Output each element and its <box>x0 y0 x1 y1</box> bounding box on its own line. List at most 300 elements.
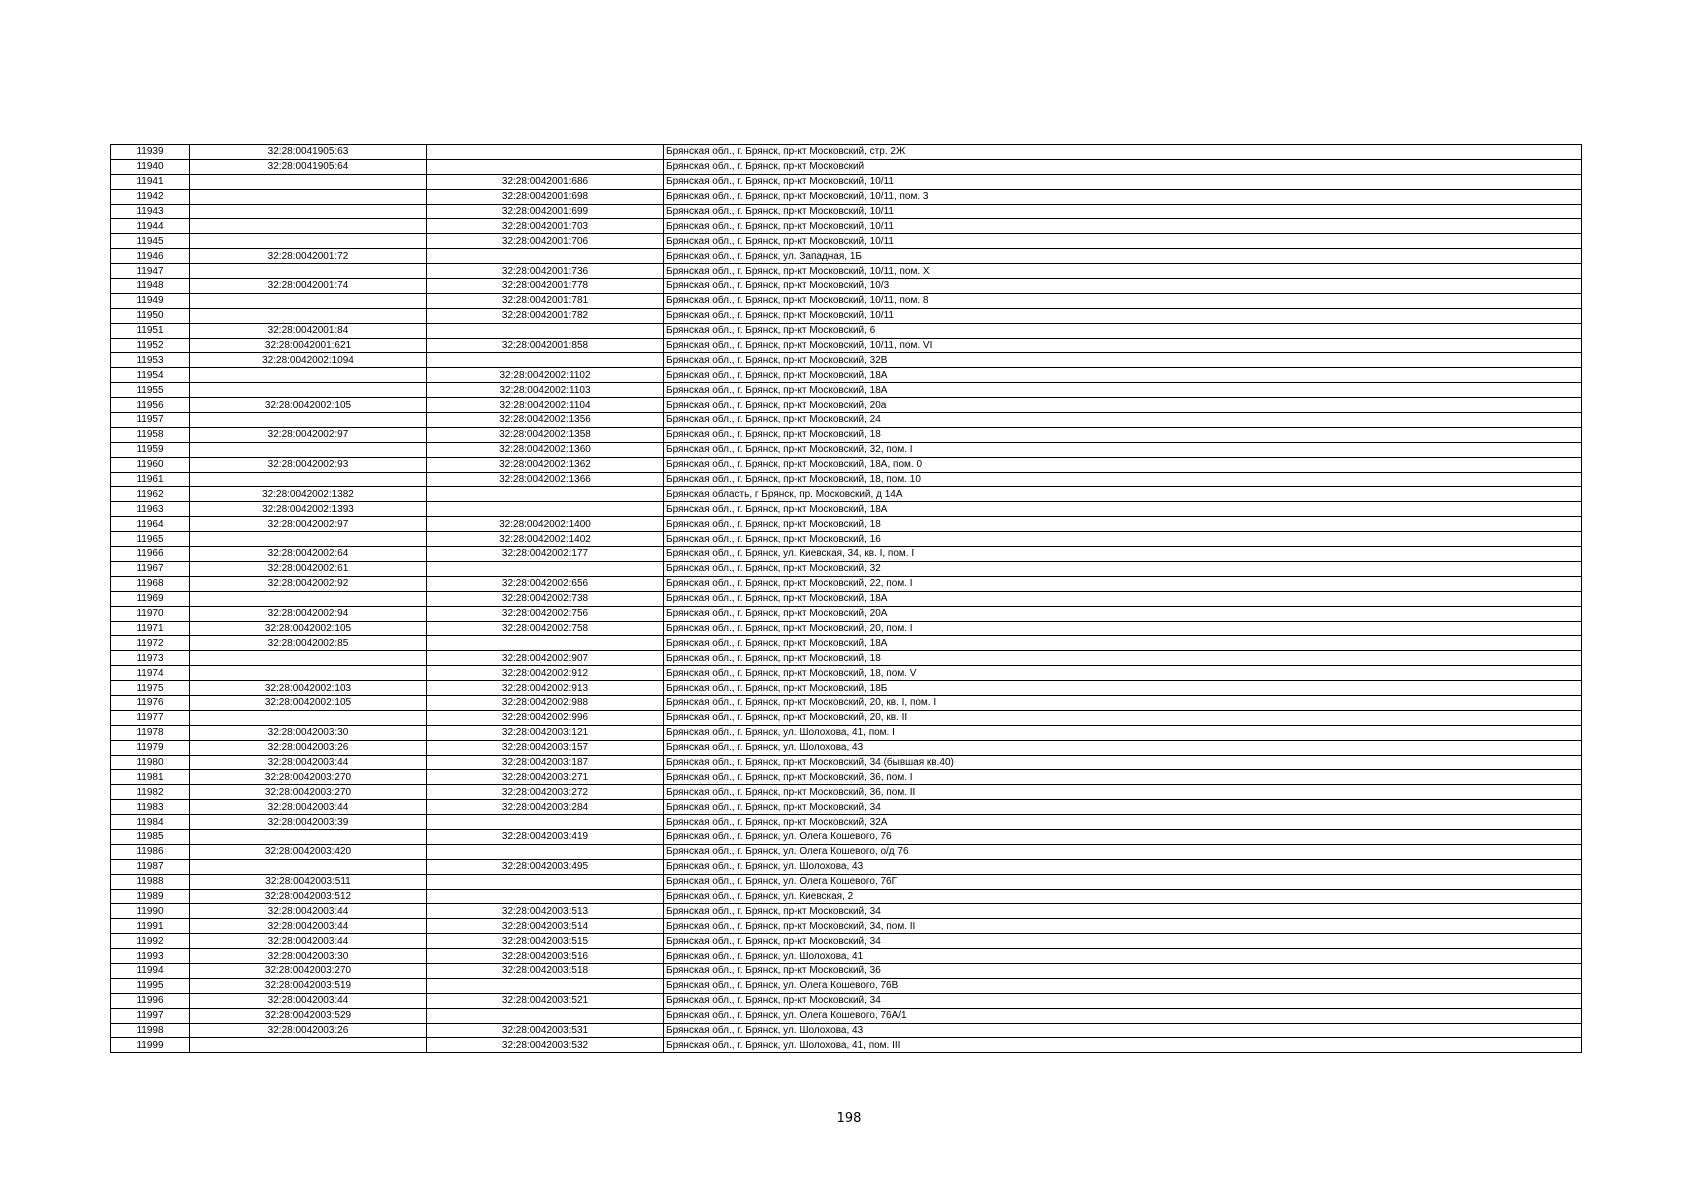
address-cell: Брянская обл., г. Брянск, пр-кт Московский, 18 <box>664 427 1582 442</box>
row-number-cell: 11970 <box>111 606 190 621</box>
land-cadastral-number-cell <box>190 859 427 874</box>
table-row <box>111 189 1582 204</box>
object-cadastral-number-cell: 32:28:0042003:513 <box>427 904 664 919</box>
land-cadastral-number-cell <box>190 174 427 189</box>
address-cell: Брянская обл., г. Брянск, пр-кт Московский, 18А <box>664 636 1582 651</box>
object-cadastral-number-cell: 32:28:0042002:1366 <box>427 472 664 487</box>
land-cadastral-number-cell: 32:28:0042002:92 <box>190 576 427 591</box>
table-row <box>111 815 1582 830</box>
row-number-cell: 11994 <box>111 963 190 978</box>
address-cell: Брянская обл., г. Брянск, пр-кт Московский, 18 <box>664 517 1582 532</box>
row-number-cell: 11947 <box>111 264 190 279</box>
object-cadastral-number-cell: 32:28:0042003:521 <box>427 993 664 1008</box>
object-cadastral-number-cell: 32:28:0042001:703 <box>427 219 664 234</box>
address-cell: Брянская обл., г. Брянск, пр-кт Московский, 10/11, пом. X <box>664 264 1582 279</box>
address-cell: Брянская обл., г. Брянск, пр-кт Московский, 10/11, пом. VI <box>664 338 1582 353</box>
address-cell: Брянская обл., г. Брянск, пр-кт Московский, 20а <box>664 398 1582 413</box>
land-cadastral-number-cell <box>190 189 427 204</box>
row-number-cell: 11959 <box>111 442 190 457</box>
land-cadastral-number-cell: 32:28:0042003:529 <box>190 1008 427 1023</box>
table-row <box>111 934 1582 949</box>
object-cadastral-number-cell: 32:28:0042002:1103 <box>427 383 664 398</box>
object-cadastral-number-cell: 32:28:0042003:284 <box>427 800 664 815</box>
object-cadastral-number-cell: 32:28:0042002:1358 <box>427 427 664 442</box>
object-cadastral-number-cell: 32:28:0042002:1356 <box>427 413 664 428</box>
address-cell: Брянская обл., г. Брянск, пр-кт Московский, 10/11 <box>664 174 1582 189</box>
address-cell: Брянская обл., г. Брянск, пр-кт Московский, 10/11 <box>664 219 1582 234</box>
address-cell: Брянская обл., г. Брянск, пр-кт Московский, 36, пом. II <box>664 785 1582 800</box>
address-cell: Брянская обл., г. Брянск, ул. Олега Кошевого, 76Г <box>664 874 1582 889</box>
object-cadastral-number-cell <box>427 1008 664 1023</box>
table-row <box>111 949 1582 964</box>
table-row <box>111 457 1582 472</box>
row-number-cell: 11976 <box>111 695 190 710</box>
land-cadastral-number-cell: 32:28:0042003:44 <box>190 755 427 770</box>
row-number-cell: 11956 <box>111 398 190 413</box>
address-cell: Брянская обл., г. Брянск, пр-кт Московский, 10/11, пом. 3 <box>664 189 1582 204</box>
row-number-cell: 11999 <box>111 1038 190 1053</box>
land-cadastral-number-cell: 32:28:0042002:97 <box>190 517 427 532</box>
object-cadastral-number-cell <box>427 844 664 859</box>
object-cadastral-number-cell: 32:28:0042002:996 <box>427 710 664 725</box>
address-cell: Брянская обл., г. Брянск, пр-кт Московский, 18Б <box>664 681 1582 696</box>
row-number-cell: 11990 <box>111 904 190 919</box>
row-number-cell: 11951 <box>111 323 190 338</box>
object-cadastral-number-cell: 32:28:0042003:419 <box>427 829 664 844</box>
row-number-cell: 11939 <box>111 145 190 160</box>
land-cadastral-number-cell <box>190 651 427 666</box>
table-row <box>111 204 1582 219</box>
row-number-cell: 11983 <box>111 800 190 815</box>
row-number-cell: 11955 <box>111 383 190 398</box>
table-row <box>111 770 1582 785</box>
address-cell: Брянская обл., г. Брянск, пр-кт Московский, 18А, пом. 0 <box>664 457 1582 472</box>
table-row <box>111 681 1582 696</box>
address-cell: Брянская обл., г. Брянск, пр-кт Московский, 34 <box>664 934 1582 949</box>
land-cadastral-number-cell: 32:28:0042002:105 <box>190 695 427 710</box>
row-number-cell: 11960 <box>111 457 190 472</box>
address-cell: Брянская обл., г. Брянск, ул. Киевская, 2 <box>664 889 1582 904</box>
land-cadastral-number-cell: 32:28:0042002:1382 <box>190 487 427 502</box>
land-cadastral-number-cell: 32:28:0042003:44 <box>190 800 427 815</box>
object-cadastral-number-cell: 32:28:0042003:271 <box>427 770 664 785</box>
object-cadastral-number-cell <box>427 889 664 904</box>
table-row <box>111 487 1582 502</box>
object-cadastral-number-cell: 32:28:0042002:1360 <box>427 442 664 457</box>
address-cell: Брянская обл., г. Брянск, ул. Шолохова, 43 <box>664 740 1582 755</box>
object-cadastral-number-cell <box>427 487 664 502</box>
table-row <box>111 219 1582 234</box>
land-cadastral-number-cell: 32:28:0042003:26 <box>190 1023 427 1038</box>
land-cadastral-number-cell: 32:28:0042003:512 <box>190 889 427 904</box>
object-cadastral-number-cell <box>427 353 664 368</box>
table-row <box>111 666 1582 681</box>
land-cadastral-number-cell <box>190 264 427 279</box>
table-row <box>111 532 1582 547</box>
land-cadastral-number-cell <box>190 383 427 398</box>
address-cell: Брянская обл., г. Брянск, пр-кт Московский, 10/11, пом. 8 <box>664 293 1582 308</box>
row-number-cell: 11958 <box>111 427 190 442</box>
object-cadastral-number-cell: 32:28:0042003:532 <box>427 1038 664 1053</box>
row-number-cell: 11979 <box>111 740 190 755</box>
table-row <box>111 651 1582 666</box>
object-cadastral-number-cell: 32:28:0042002:913 <box>427 681 664 696</box>
table-row <box>111 517 1582 532</box>
row-number-cell: 11980 <box>111 755 190 770</box>
land-cadastral-number-cell <box>190 829 427 844</box>
table-row <box>111 919 1582 934</box>
address-cell: Брянская обл., г. Брянск, пр-кт Московский, 10/11 <box>664 234 1582 249</box>
object-cadastral-number-cell: 32:28:0042003:516 <box>427 949 664 964</box>
object-cadastral-number-cell: 32:28:0042003:187 <box>427 755 664 770</box>
row-number-cell: 11944 <box>111 219 190 234</box>
table-row <box>111 368 1582 383</box>
land-cadastral-number-cell: 32:28:0042003:39 <box>190 815 427 830</box>
address-cell: Брянская обл., г. Брянск, пр-кт Московский, 10/3 <box>664 279 1582 294</box>
address-cell: Брянская обл., г. Брянск, пр-кт Московский, 18, пом. V <box>664 666 1582 681</box>
object-cadastral-number-cell: 32:28:0042002:907 <box>427 651 664 666</box>
land-cadastral-number-cell: 32:28:0042003:270 <box>190 770 427 785</box>
land-cadastral-number-cell: 32:28:0042001:72 <box>190 249 427 264</box>
table-row <box>111 398 1582 413</box>
row-number-cell: 11953 <box>111 353 190 368</box>
object-cadastral-number-cell: 32:28:0042002:1104 <box>427 398 664 413</box>
address-cell: Брянская обл., г. Брянск, пр-кт Московский, 16 <box>664 532 1582 547</box>
address-cell: Брянская обл., г. Брянск, пр-кт Московский, 18, пом. 10 <box>664 472 1582 487</box>
object-cadastral-number-cell: 32:28:0042001:858 <box>427 338 664 353</box>
row-number-cell: 11993 <box>111 949 190 964</box>
row-number-cell: 11968 <box>111 576 190 591</box>
object-cadastral-number-cell <box>427 815 664 830</box>
address-cell: Брянская обл., г. Брянск, ул. Шолохова, 41 <box>664 949 1582 964</box>
address-cell: Брянская обл., г. Брянск, пр-кт Московский, 20А <box>664 606 1582 621</box>
land-cadastral-number-cell: 32:28:0042003:44 <box>190 919 427 934</box>
object-cadastral-number-cell: 32:28:0042001:778 <box>427 279 664 294</box>
table-row <box>111 755 1582 770</box>
row-number-cell: 11991 <box>111 919 190 934</box>
object-cadastral-number-cell: 32:28:0042001:699 <box>427 204 664 219</box>
table-row <box>111 978 1582 993</box>
table-row <box>111 502 1582 517</box>
land-cadastral-number-cell: 32:28:0042003:420 <box>190 844 427 859</box>
land-cadastral-number-cell: 32:28:0042003:519 <box>190 978 427 993</box>
row-number-cell: 11998 <box>111 1023 190 1038</box>
land-cadastral-number-cell <box>190 472 427 487</box>
table-row <box>111 353 1582 368</box>
land-cadastral-number-cell <box>190 710 427 725</box>
table-row <box>111 904 1582 919</box>
row-number-cell: 11961 <box>111 472 190 487</box>
row-number-cell: 11950 <box>111 308 190 323</box>
row-number-cell: 11966 <box>111 547 190 562</box>
table-row <box>111 547 1582 562</box>
table-row <box>111 1023 1582 1038</box>
land-cadastral-number-cell: 32:28:0042003:270 <box>190 785 427 800</box>
row-number-cell: 11982 <box>111 785 190 800</box>
object-cadastral-number-cell <box>427 502 664 517</box>
object-cadastral-number-cell <box>427 159 664 174</box>
object-cadastral-number-cell: 32:28:0042002:1362 <box>427 457 664 472</box>
address-cell: Брянская обл., г. Брянск, пр-кт Московский, 36, пом. I <box>664 770 1582 785</box>
land-cadastral-number-cell <box>190 666 427 681</box>
row-number-cell: 11989 <box>111 889 190 904</box>
address-cell: Брянская обл., г. Брянск, пр-кт Московский, 20, кв. II <box>664 710 1582 725</box>
land-cadastral-number-cell: 32:28:0042002:85 <box>190 636 427 651</box>
table-row <box>111 1038 1582 1053</box>
row-number-cell: 11952 <box>111 338 190 353</box>
table-row <box>111 710 1582 725</box>
table-row <box>111 740 1582 755</box>
table-row <box>111 1008 1582 1023</box>
land-cadastral-number-cell: 32:28:0042002:105 <box>190 621 427 636</box>
object-cadastral-number-cell: 32:28:0042003:515 <box>427 934 664 949</box>
land-cadastral-number-cell <box>190 308 427 323</box>
address-cell: Брянская обл., г. Брянск, пр-кт Московский, 18 <box>664 651 1582 666</box>
land-cadastral-number-cell: 32:28:0042002:1094 <box>190 353 427 368</box>
object-cadastral-number-cell: 32:28:0042001:782 <box>427 308 664 323</box>
row-number-cell: 11985 <box>111 829 190 844</box>
object-cadastral-number-cell: 32:28:0042003:518 <box>427 963 664 978</box>
address-cell: Брянская обл., г. Брянск, пр-кт Московский, 10/11 <box>664 204 1582 219</box>
address-cell: Брянская обл., г. Брянск, пр-кт Московский <box>664 159 1582 174</box>
address-cell: Брянская обл., г. Брянск, пр-кт Московский, 34 <box>664 993 1582 1008</box>
row-number-cell: 11967 <box>111 561 190 576</box>
object-cadastral-number-cell: 32:28:0042001:736 <box>427 264 664 279</box>
address-cell: Брянская обл., г. Брянск, пр-кт Московский, стр. 2Ж <box>664 145 1582 160</box>
object-cadastral-number-cell: 32:28:0042002:1102 <box>427 368 664 383</box>
table-row <box>111 859 1582 874</box>
object-cadastral-number-cell: 32:28:0042001:698 <box>427 189 664 204</box>
land-cadastral-number-cell: 32:28:0042001:621 <box>190 338 427 353</box>
object-cadastral-number-cell <box>427 874 664 889</box>
land-cadastral-number-cell <box>190 234 427 249</box>
object-cadastral-number-cell: 32:28:0042003:495 <box>427 859 664 874</box>
land-cadastral-number-cell: 32:28:0042003:44 <box>190 993 427 1008</box>
table-row <box>111 963 1582 978</box>
table-row <box>111 427 1582 442</box>
address-cell: Брянская область, г Брянск, пр. Московский, д 14А <box>664 487 1582 502</box>
address-cell: Брянская обл., г. Брянск, ул. Олега Кошевого, о/д 76 <box>664 844 1582 859</box>
row-number-cell: 11948 <box>111 279 190 294</box>
object-cadastral-number-cell: 32:28:0042002:758 <box>427 621 664 636</box>
address-cell: Брянская обл., г. Брянск, ул. Олега Кошевого, 76 <box>664 829 1582 844</box>
land-cadastral-number-cell: 32:28:0042002:64 <box>190 547 427 562</box>
land-cadastral-number-cell: 32:28:0041905:64 <box>190 159 427 174</box>
table-row <box>111 249 1582 264</box>
row-number-cell: 11992 <box>111 934 190 949</box>
table-row <box>111 889 1582 904</box>
land-cadastral-number-cell: 32:28:0042003:44 <box>190 934 427 949</box>
land-cadastral-number-cell: 32:28:0042002:61 <box>190 561 427 576</box>
address-cell: Брянская обл., г. Брянск, ул. Олега Кошевого, 76В <box>664 978 1582 993</box>
row-number-cell: 11945 <box>111 234 190 249</box>
row-number-cell: 11943 <box>111 204 190 219</box>
row-number-cell: 11995 <box>111 978 190 993</box>
land-cadastral-number-cell: 32:28:0042002:1393 <box>190 502 427 517</box>
address-cell: Брянская обл., г. Брянск, пр-кт Московский, 20, пом. I <box>664 621 1582 636</box>
object-cadastral-number-cell: 32:28:0042001:706 <box>427 234 664 249</box>
row-number-cell: 11974 <box>111 666 190 681</box>
row-number-cell: 11949 <box>111 293 190 308</box>
row-number-cell: 11977 <box>111 710 190 725</box>
table-row <box>111 234 1582 249</box>
land-cadastral-number-cell: 32:28:0042003:44 <box>190 904 427 919</box>
address-cell: Брянская обл., г. Брянск, ул. Западная, 1Б <box>664 249 1582 264</box>
land-cadastral-number-cell <box>190 368 427 383</box>
row-number-cell: 11984 <box>111 815 190 830</box>
object-cadastral-number-cell: 32:28:0042002:1402 <box>427 532 664 547</box>
row-number-cell: 11978 <box>111 725 190 740</box>
land-cadastral-number-cell <box>190 591 427 606</box>
row-number-cell: 11962 <box>111 487 190 502</box>
table-row <box>111 725 1582 740</box>
table-row <box>111 383 1582 398</box>
object-cadastral-number-cell: 32:28:0042003:157 <box>427 740 664 755</box>
object-cadastral-number-cell: 32:28:0042003:514 <box>427 919 664 934</box>
address-cell: Брянская обл., г. Брянск, пр-кт Московский, 18А <box>664 591 1582 606</box>
table-row <box>111 695 1582 710</box>
address-cell: Брянская обл., г. Брянск, пр-кт Московский, 22, пом. I <box>664 576 1582 591</box>
land-cadastral-number-cell <box>190 442 427 457</box>
object-cadastral-number-cell: 32:28:0042002:656 <box>427 576 664 591</box>
address-cell: Брянская обл., г. Брянск, пр-кт Московский, 18А <box>664 383 1582 398</box>
object-cadastral-number-cell: 32:28:0042002:988 <box>427 695 664 710</box>
object-cadastral-number-cell <box>427 978 664 993</box>
page-number: 198 <box>836 1111 862 1126</box>
table-row <box>111 576 1582 591</box>
table-row <box>111 174 1582 189</box>
records-table-body <box>111 145 1582 1053</box>
table-row <box>111 800 1582 815</box>
table-row <box>111 413 1582 428</box>
land-cadastral-number-cell: 32:28:0042002:103 <box>190 681 427 696</box>
object-cadastral-number-cell: 32:28:0042001:686 <box>427 174 664 189</box>
row-number-cell: 11973 <box>111 651 190 666</box>
table-row <box>111 993 1582 1008</box>
table-row <box>111 561 1582 576</box>
table-row <box>111 264 1582 279</box>
table-row <box>111 159 1582 174</box>
land-cadastral-number-cell <box>190 204 427 219</box>
land-cadastral-number-cell: 32:28:0041905:63 <box>190 145 427 160</box>
object-cadastral-number-cell <box>427 145 664 160</box>
object-cadastral-number-cell <box>427 636 664 651</box>
table-row <box>111 829 1582 844</box>
row-number-cell: 11987 <box>111 859 190 874</box>
land-cadastral-number-cell: 32:28:0042001:74 <box>190 279 427 294</box>
land-cadastral-number-cell <box>190 293 427 308</box>
table-row <box>111 442 1582 457</box>
address-cell: Брянская обл., г. Брянск, пр-кт Московский, 24 <box>664 413 1582 428</box>
object-cadastral-number-cell: 32:28:0042002:756 <box>427 606 664 621</box>
object-cadastral-number-cell: 32:28:0042002:177 <box>427 547 664 562</box>
address-cell: Брянская обл., г. Брянск, ул. Киевская, 34, кв. I, пом. I <box>664 547 1582 562</box>
address-cell: Брянская обл., г. Брянск, пр-кт Московский, 18А <box>664 502 1582 517</box>
address-cell: Брянская обл., г. Брянск, пр-кт Московский, 18А <box>664 368 1582 383</box>
address-cell: Брянская обл., г. Брянск, ул. Шолохова, 43 <box>664 859 1582 874</box>
object-cadastral-number-cell: 32:28:0042001:781 <box>427 293 664 308</box>
object-cadastral-number-cell: 32:28:0042003:272 <box>427 785 664 800</box>
address-cell: Брянская обл., г. Брянск, пр-кт Московский, 34 <box>664 904 1582 919</box>
table-row <box>111 606 1582 621</box>
table-row <box>111 621 1582 636</box>
object-cadastral-number-cell: 32:28:0042002:738 <box>427 591 664 606</box>
table-row <box>111 591 1582 606</box>
row-number-cell: 11975 <box>111 681 190 696</box>
row-number-cell: 11940 <box>111 159 190 174</box>
row-number-cell: 11946 <box>111 249 190 264</box>
address-cell: Брянская обл., г. Брянск, пр-кт Московский, 20, кв. I, пом. I <box>664 695 1582 710</box>
row-number-cell: 11964 <box>111 517 190 532</box>
row-number-cell: 11986 <box>111 844 190 859</box>
address-cell: Брянская обл., г. Брянск, ул. Шолохова, 43 <box>664 1023 1582 1038</box>
land-cadastral-number-cell: 32:28:0042002:94 <box>190 606 427 621</box>
object-cadastral-number-cell: 32:28:0042002:1400 <box>427 517 664 532</box>
object-cadastral-number-cell <box>427 249 664 264</box>
land-cadastral-number-cell <box>190 1038 427 1053</box>
address-cell: Брянская обл., г. Брянск, ул. Шолохова, 41, пом. III <box>664 1038 1582 1053</box>
address-cell: Брянская обл., г. Брянск, пр-кт Московский, 10/11 <box>664 308 1582 323</box>
object-cadastral-number-cell: 32:28:0042003:121 <box>427 725 664 740</box>
address-cell: Брянская обл., г. Брянск, ул. Шолохова, 41, пом. I <box>664 725 1582 740</box>
table-row <box>111 472 1582 487</box>
row-number-cell: 11997 <box>111 1008 190 1023</box>
records-table <box>110 144 1582 1053</box>
land-cadastral-number-cell: 32:28:0042003:30 <box>190 725 427 740</box>
row-number-cell: 11972 <box>111 636 190 651</box>
table-row <box>111 323 1582 338</box>
row-number-cell: 11942 <box>111 189 190 204</box>
address-cell: Брянская обл., г. Брянск, пр-кт Московский, 34 (бывшая кв.40) <box>664 755 1582 770</box>
land-cadastral-number-cell: 32:28:0042003:30 <box>190 949 427 964</box>
address-cell: Брянская обл., г. Брянск, пр-кт Московский, 36 <box>664 963 1582 978</box>
row-number-cell: 11963 <box>111 502 190 517</box>
land-cadastral-number-cell: 32:28:0042003:511 <box>190 874 427 889</box>
address-cell: Брянская обл., г. Брянск, пр-кт Московский, 32В <box>664 353 1582 368</box>
table-row <box>111 844 1582 859</box>
table-row <box>111 308 1582 323</box>
address-cell: Брянская обл., г. Брянск, ул. Олега Кошевого, 76А/1 <box>664 1008 1582 1023</box>
land-cadastral-number-cell <box>190 532 427 547</box>
table-row <box>111 338 1582 353</box>
row-number-cell: 11941 <box>111 174 190 189</box>
row-number-cell: 11971 <box>111 621 190 636</box>
address-cell: Брянская обл., г. Брянск, пр-кт Московский, 34, пом. II <box>664 919 1582 934</box>
row-number-cell: 11957 <box>111 413 190 428</box>
address-cell: Брянская обл., г. Брянск, пр-кт Московский, 32 <box>664 561 1582 576</box>
row-number-cell: 11988 <box>111 874 190 889</box>
row-number-cell: 11954 <box>111 368 190 383</box>
table-row <box>111 293 1582 308</box>
table-row <box>111 145 1582 160</box>
land-cadastral-number-cell: 32:28:0042002:105 <box>190 398 427 413</box>
object-cadastral-number-cell <box>427 561 664 576</box>
object-cadastral-number-cell: 32:28:0042002:912 <box>427 666 664 681</box>
table-row <box>111 785 1582 800</box>
land-cadastral-number-cell: 32:28:0042003:26 <box>190 740 427 755</box>
land-cadastral-number-cell: 32:28:0042002:93 <box>190 457 427 472</box>
land-cadastral-number-cell: 32:28:0042002:97 <box>190 427 427 442</box>
row-number-cell: 11969 <box>111 591 190 606</box>
row-number-cell: 11981 <box>111 770 190 785</box>
land-cadastral-number-cell <box>190 219 427 234</box>
table-row <box>111 279 1582 294</box>
address-cell: Брянская обл., г. Брянск, пр-кт Московский, 34 <box>664 800 1582 815</box>
row-number-cell: 11965 <box>111 532 190 547</box>
address-cell: Брянская обл., г. Брянск, пр-кт Московский, 6 <box>664 323 1582 338</box>
address-cell: Брянская обл., г. Брянск, пр-кт Московский, 32А <box>664 815 1582 830</box>
land-cadastral-number-cell <box>190 413 427 428</box>
